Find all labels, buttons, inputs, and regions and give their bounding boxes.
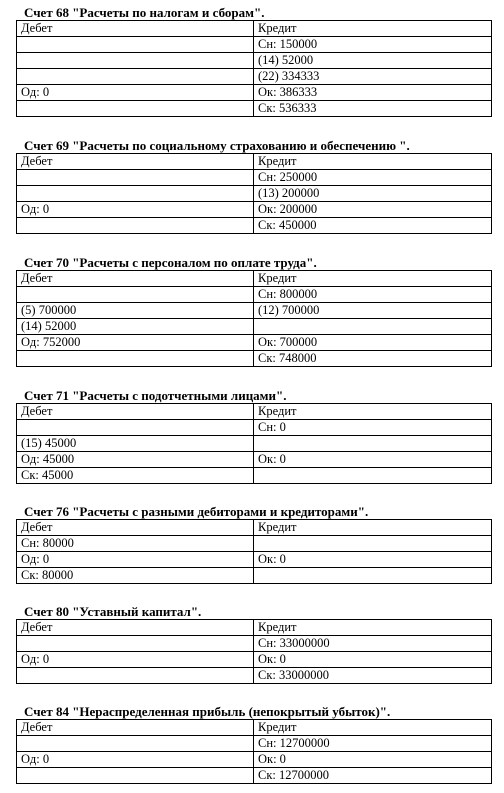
account-title: Счет 76 "Расчеты с разными дебиторами и кредиторами". — [24, 504, 369, 519]
table-header-row — [17, 720, 492, 736]
table-row — [17, 37, 492, 53]
debit-cell: Дебет — [17, 404, 254, 420]
debit-cell — [17, 736, 254, 752]
table-row — [17, 53, 492, 69]
account-80-section — [16, 604, 492, 684]
account-title: Счет 69 "Расчеты по социальному страхованию и обеспечению ". — [24, 138, 410, 153]
credit-cell: (14) 52000 — [253, 53, 491, 69]
credit-cell: Ск: 33000000 — [253, 668, 491, 684]
account-title: Счет 70 "Расчеты с персоналом по оплате труда". — [24, 255, 317, 270]
table-row — [17, 752, 492, 768]
account-84-section — [16, 704, 492, 784]
table-row — [17, 351, 492, 367]
table-row — [17, 636, 492, 652]
table-row — [17, 101, 492, 117]
table-row — [17, 186, 492, 202]
account-table — [16, 153, 492, 234]
debit-cell — [17, 420, 254, 436]
debit-cell: Од: 0 — [17, 202, 254, 218]
account-table — [16, 270, 492, 367]
credit-cell: Ск: 748000 — [253, 351, 491, 367]
table-row — [17, 202, 492, 218]
table-row — [17, 319, 492, 335]
table-header-row — [17, 21, 492, 37]
debit-cell — [17, 218, 254, 234]
debit-cell — [17, 768, 254, 784]
account-69-section — [16, 138, 492, 234]
credit-cell: Сн: 0 — [253, 420, 491, 436]
debit-cell — [17, 37, 254, 53]
account-70-section — [16, 255, 492, 367]
credit-cell — [253, 568, 491, 584]
table-header-row — [17, 404, 492, 420]
debit-cell: Од: 0 — [17, 552, 254, 568]
account-title: Счет 80 "Уставный капитал". — [24, 604, 202, 619]
table-row — [17, 552, 492, 568]
table-header-row — [17, 520, 492, 536]
credit-cell: (22) 334333 — [253, 69, 491, 85]
credit-cell: Сн: 33000000 — [253, 636, 491, 652]
table-row — [17, 170, 492, 186]
credit-cell — [253, 319, 491, 335]
table-header-row — [17, 271, 492, 287]
debit-cell — [17, 186, 254, 202]
table-row — [17, 452, 492, 468]
account-title: Счет 84 "Нераспределенная прибыль (непокрытый убыток)". — [24, 704, 391, 719]
credit-cell: Кредит — [253, 520, 491, 536]
table-row — [17, 335, 492, 351]
credit-cell — [253, 468, 491, 484]
table-row — [17, 536, 492, 552]
credit-cell: Ск: 536333 — [253, 101, 491, 117]
debit-cell: Од: 0 — [17, 652, 254, 668]
table-row — [17, 303, 492, 319]
debit-cell — [17, 53, 254, 69]
debit-cell — [17, 69, 254, 85]
table-row — [17, 287, 492, 303]
credit-cell: Ок: 700000 — [253, 335, 491, 351]
debit-cell — [17, 287, 254, 303]
table-row — [17, 668, 492, 684]
credit-cell: Ок: 386333 — [253, 85, 491, 101]
credit-cell: Ок: 0 — [253, 752, 491, 768]
account-table — [16, 619, 492, 684]
credit-cell: Сн: 150000 — [253, 37, 491, 53]
credit-cell: Кредит — [253, 404, 491, 420]
account-table — [16, 519, 492, 584]
debit-cell — [17, 668, 254, 684]
credit-cell — [253, 436, 491, 452]
credit-cell: Ок: 0 — [253, 452, 491, 468]
table-row — [17, 420, 492, 436]
account-71-section — [16, 388, 492, 484]
table-row — [17, 436, 492, 452]
debit-cell: Ск: 80000 — [17, 568, 254, 584]
credit-cell: Сн: 250000 — [253, 170, 491, 186]
debit-cell: Дебет — [17, 271, 254, 287]
table-row — [17, 736, 492, 752]
account-table — [16, 719, 492, 784]
credit-cell — [253, 536, 491, 552]
account-table — [16, 20, 492, 117]
table-row — [17, 218, 492, 234]
debit-cell: (14) 52000 — [17, 319, 254, 335]
credit-cell: Кредит — [253, 21, 491, 37]
table-header-row — [17, 620, 492, 636]
credit-cell: Сн: 12700000 — [253, 736, 491, 752]
debit-cell: Сн: 80000 — [17, 536, 254, 552]
debit-cell: Дебет — [17, 620, 254, 636]
table-row — [17, 85, 492, 101]
table-header-row — [17, 154, 492, 170]
credit-cell: (12) 700000 — [253, 303, 491, 319]
credit-cell: Ок: 0 — [253, 552, 491, 568]
table-row — [17, 652, 492, 668]
account-title: Счет 71 "Расчеты с подотчетными лицами". — [24, 388, 287, 403]
table-row — [17, 468, 492, 484]
credit-cell: (13) 200000 — [253, 186, 491, 202]
debit-cell: Ск: 45000 — [17, 468, 254, 484]
credit-cell: Сн: 800000 — [253, 287, 491, 303]
debit-cell: (5) 700000 — [17, 303, 254, 319]
credit-cell: Кредит — [253, 271, 491, 287]
account-title: Счет 68 "Расчеты по налогам и сборам". — [24, 5, 265, 20]
debit-cell: Дебет — [17, 720, 254, 736]
debit-cell: Дебет — [17, 520, 254, 536]
credit-cell: Кредит — [253, 154, 491, 170]
debit-cell — [17, 636, 254, 652]
debit-cell — [17, 170, 254, 186]
credit-cell: Ск: 450000 — [253, 218, 491, 234]
credit-cell: Ск: 12700000 — [253, 768, 491, 784]
account-table — [16, 403, 492, 484]
table-row — [17, 69, 492, 85]
credit-cell: Кредит — [253, 620, 491, 636]
account-76-section — [16, 504, 492, 584]
debit-cell: Од: 752000 — [17, 335, 254, 351]
debit-cell: (15) 45000 — [17, 436, 254, 452]
credit-cell: Ок: 200000 — [253, 202, 491, 218]
debit-cell: Дебет — [17, 21, 254, 37]
table-row — [17, 568, 492, 584]
debit-cell: Дебет — [17, 154, 254, 170]
debit-cell: Од: 45000 — [17, 452, 254, 468]
debit-cell: Од: 0 — [17, 752, 254, 768]
debit-cell — [17, 101, 254, 117]
credit-cell: Ок: 0 — [253, 652, 491, 668]
account-68-section — [16, 5, 492, 117]
table-row — [17, 768, 492, 784]
debit-cell — [17, 351, 254, 367]
credit-cell: Кредит — [253, 720, 491, 736]
debit-cell: Од: 0 — [17, 85, 254, 101]
